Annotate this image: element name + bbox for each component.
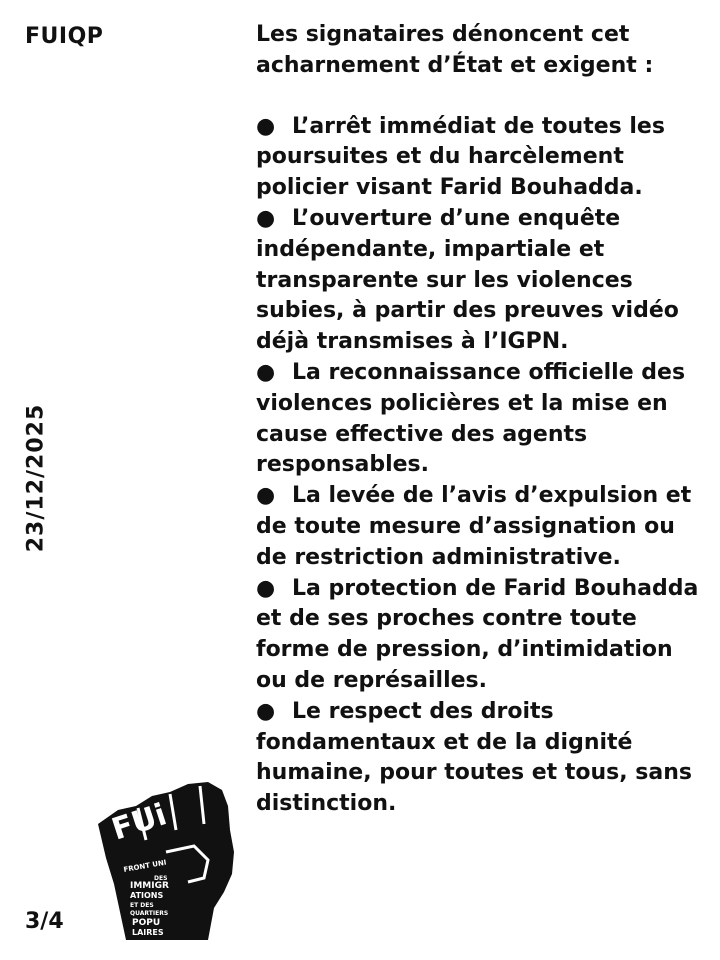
demand-text: L’ouverture d’une enquête indépendante, impartiale et transparente sur les violences subies, à partir des preuves vidéo déjà transmises à l’IGPN. [256, 205, 679, 355]
demand-item [256, 697, 711, 820]
bullet-icon: ● [256, 483, 276, 509]
statement-text [256, 20, 711, 820]
demand-item [256, 112, 711, 204]
bullet-icon: ● [256, 575, 276, 601]
demand-item [256, 481, 711, 573]
demand-text: La levée de l’avis d’expulsion et de toute mesure d’assignation ou de restriction administrative. [256, 483, 692, 570]
logo-mark-text: FUi [107, 797, 171, 848]
bullet-icon: ● [256, 698, 276, 724]
org-name: FUIQP [25, 24, 104, 49]
logo-text-line: DES [154, 875, 168, 882]
demand-item [256, 574, 711, 697]
logo-text-line: POPU [132, 918, 161, 928]
bullet-icon: ● [256, 113, 276, 139]
fist-logo [96, 778, 244, 942]
logo-text-line: FRONT UNI [122, 858, 168, 874]
demand-item [256, 358, 711, 481]
logo-text-line: LAIRES [132, 928, 164, 937]
intro-paragraph: Les signataires dénoncent cet acharnement d’État et exigent : [256, 22, 654, 78]
demand-text: La reconnaissance officielle des violences policières et la mise en cause effective des agents responsables. [256, 359, 686, 478]
demand-text: Le respect des droits fondamentaux et de la dignité humaine, pour toutes et tous, sans distinction. [256, 698, 692, 817]
demand-text: L’arrêt immédiat de toutes les poursuites et du harcèlement policier visant Farid Bouhadda. [256, 113, 665, 201]
page-number: 3/4 [25, 909, 64, 934]
bullet-icon: ● [256, 359, 276, 385]
demand-text: La protection de Farid Bouhadda et de ses proches contre toute forme de pression, d’intimidation ou de représailles. [256, 575, 699, 693]
bullet-icon: ● [256, 205, 276, 231]
logo-text-line: QUARTIERS [130, 910, 169, 917]
demand-item [256, 204, 711, 358]
date-label: 23/12/2025 [23, 403, 49, 553]
logo-text-line: ATIONS [130, 891, 164, 900]
logo-text-line: ET DES [130, 902, 154, 909]
logo-text-line: IMMIGR [130, 881, 169, 891]
demands-list [256, 112, 711, 820]
